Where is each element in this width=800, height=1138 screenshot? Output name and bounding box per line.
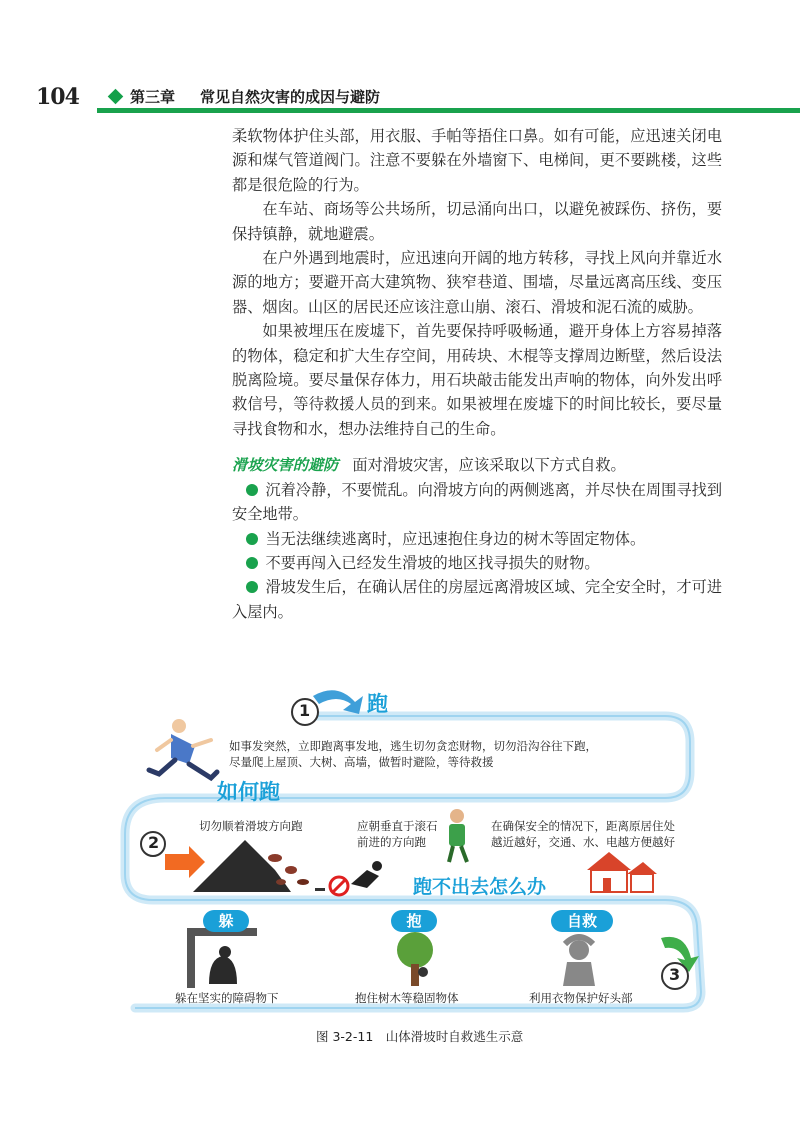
hide-text: 躲在坚实的障碍物下	[175, 991, 279, 1005]
page-number: 104	[36, 84, 79, 110]
cant-escape-label: 跑不出去怎么办	[413, 876, 547, 898]
step-1-label: 跑	[367, 692, 388, 716]
landslide-escape-diagram	[105, 674, 720, 1019]
bullet-icon	[246, 484, 258, 496]
person-protect-icon	[563, 937, 595, 986]
diamond-icon	[108, 89, 124, 105]
tip-perpendicular-line-1: 应朝垂直于滚石	[357, 819, 438, 833]
bullet-icon	[246, 581, 258, 593]
header-rule	[97, 108, 800, 113]
list-item: 当无法继续逃离时，应迅速抱住身边的树木等固定物体。	[232, 527, 722, 551]
paragraph-3: 在户外遇到地震时，应迅速向开阔的地方转移，寻找上风向并靠近水源的地方；要避开高大建筑物、狭窄巷道、围墙，尽量远离高压线、变压器、烟囱。山区的居民还应该注意山崩、滚石、滑坡和泥石流的威胁。	[232, 249, 722, 316]
how-to-run-label: 如何跑	[217, 780, 280, 804]
landslide-icon	[193, 840, 325, 892]
paragraph-2: 在车站、商场等公共场所，切忌涌向出口，以避免被踩伤、挤伤，要保持镇静，就地避震。	[232, 200, 722, 243]
shelter-icon	[187, 928, 257, 988]
tip-nearby-line-2: 越近越好，交通、水、电越方便越好	[491, 835, 675, 849]
running-man-icon	[149, 719, 217, 778]
section-intro	[232, 453, 722, 477]
run-text-line-1: 如事发突然，立即跑离事发地，逃生切勿贪恋财物，切勿沿沟谷往下跑，	[229, 739, 597, 753]
chapter-label: 第三章	[130, 88, 176, 106]
figure-caption: 图 3-2-11 山体滑坡时自救逃生示意	[316, 1029, 524, 1044]
no-entry-icon	[330, 861, 382, 895]
step-1-number: 1	[299, 701, 311, 720]
page-header	[0, 84, 800, 114]
list-item: 滑坡发生后，在确认居住的房屋远离滑坡区域、完全安全时，才可进入屋内。	[232, 578, 722, 621]
arrow-icon	[165, 846, 205, 878]
runner-figure-icon	[449, 809, 467, 862]
tip-perpendicular-line-2: 前进的方向跑	[357, 835, 426, 849]
step-3-number: 3	[669, 965, 681, 984]
pill-hug: 抱	[391, 910, 437, 932]
arrow-icon	[313, 690, 363, 714]
hug-text: 抱住树木等稳固物体	[355, 991, 459, 1005]
paragraph-1: 柔软物体护住头部，用衣服、手帕等捂住口鼻。如有可能，应迅速关闭电源和煤气管道阀门。注意不要躲在外墙窗下、电梯间，更不要跳楼，这些都是很危险的行为。	[232, 127, 722, 194]
bullet-icon	[246, 533, 258, 545]
paragraph-4: 如果被埋压在废墟下，首先要保持呼吸畅通，避开身体上方容易掉落的物体，稳定和扩大生存空间，用砖块、木棍等支撑周边断壁，然后设法脱离险境。要尽量保存体力，用石块敲击能发出声响的物体，向外发出呼救信号，等待救援人员的到来。如果被埋在废墟下的时间比较长，要尽量寻找食物和水，想办法维持自己的生命。	[232, 322, 722, 438]
chapter-title: 常见自然灾害的成因与避防	[200, 88, 381, 106]
self-rescue-text: 利用衣物保护好头部	[529, 991, 633, 1005]
pill-hide: 躲	[203, 910, 249, 932]
tip-nearby-line-1: 在确保安全的情况下，距离原居住处	[491, 819, 675, 833]
tree-icon	[397, 932, 433, 986]
list-item: 不要再闯入已经发生滑坡的地区找寻损失的财物。	[232, 551, 722, 575]
section-intro-text: 面对滑坡灾害，应该采取以下方式自救。	[352, 456, 626, 475]
pill-self-rescue: 自救	[551, 910, 613, 932]
house-icon	[587, 852, 657, 892]
list-item: 沉着冷静，不要慌乱。向滑坡方向的两侧逃离，并尽快在周围寻找到安全地带。	[232, 480, 722, 524]
tip-direction: 切勿顺着滑坡方向跑	[199, 819, 303, 833]
body-text	[232, 124, 722, 624]
section-title: 滑坡灾害的避防	[232, 456, 339, 475]
run-text-line-2: 尽量爬上屋顶、大树、高墙，做暂时避险，等待救援	[229, 755, 494, 769]
bullet-icon	[246, 557, 258, 569]
step-2-number: 2	[148, 833, 160, 852]
